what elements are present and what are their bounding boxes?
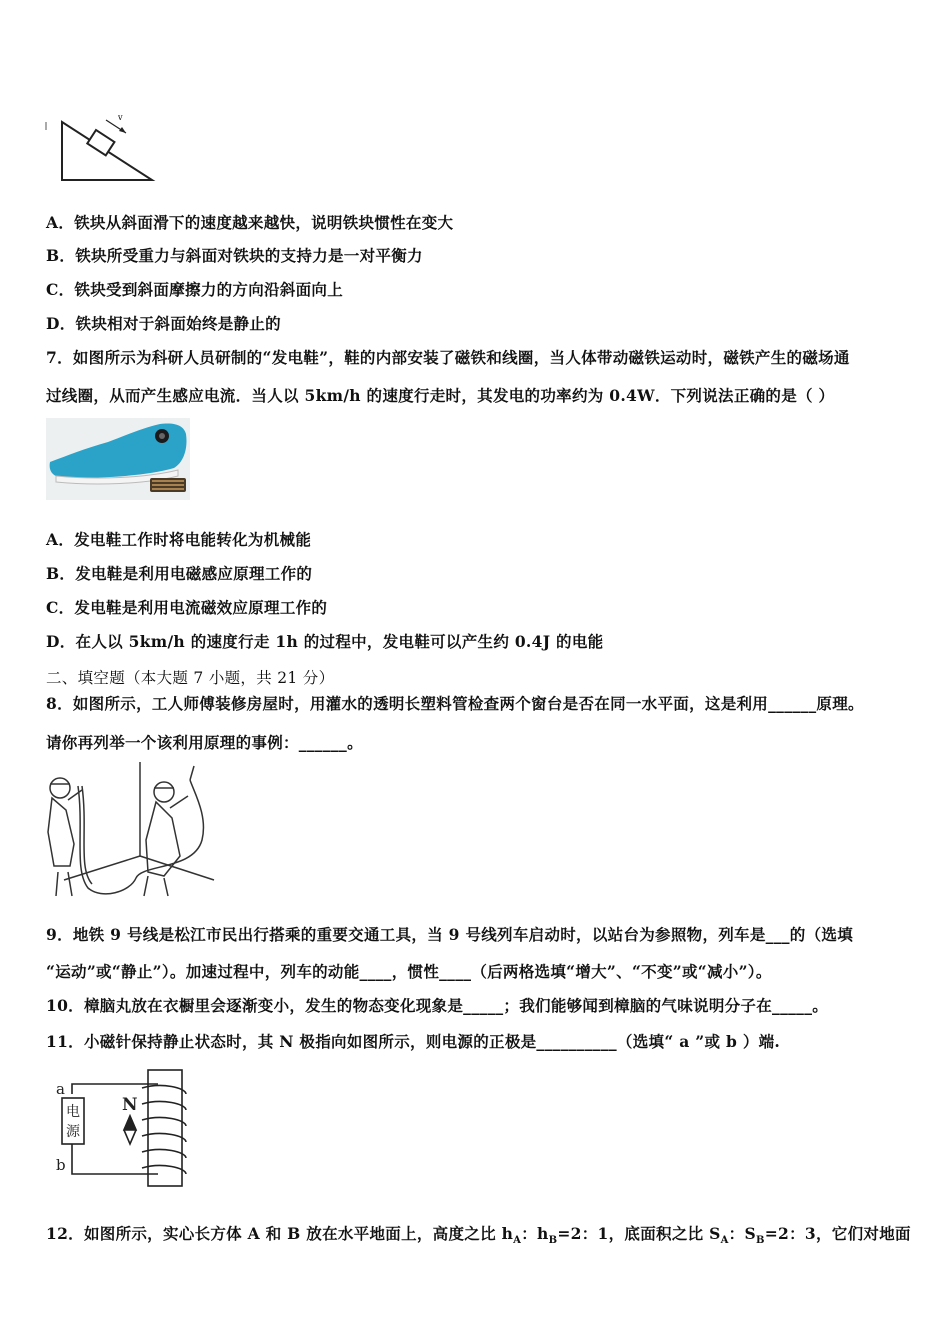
q9-stem-line1: 9．地铁 9 号线是松江市民出行搭乘的重要交通工具，当 9 号线列车启动时，以站台为参照物，列车是___的（选填	[46, 925, 853, 944]
terminal-b-label: b	[56, 1156, 66, 1174]
q10-stem: 10．樟脑丸放在衣橱里会逐渐变小，发生的物态变化现象是_____；我们能够闻到樟脑的气味说明分子在_____。	[46, 996, 829, 1015]
velocity-label: v	[118, 113, 123, 122]
q8-stem-line2: 请你再列举一个该利用原理的事例：______。	[46, 733, 363, 752]
q6-option-d: D．铁块相对于斜面始终是静止的	[46, 314, 281, 333]
shoe-image	[46, 418, 190, 500]
q12-sub-a2: A	[720, 1235, 729, 1247]
q12-sub-b2: B	[755, 1235, 765, 1247]
solenoid-circuit-figure	[52, 1064, 192, 1190]
q7-option-a: A．发电鞋工作时将电能转化为机械能	[46, 530, 312, 549]
q12-stem	[46, 1224, 911, 1251]
q12-text-part1: 12．如图所示，实心长方体 A 和 B 放在水平地面上，高度之比 h	[46, 1224, 514, 1243]
q8-stem-line1: 8．如图所示，工人师傅装修房屋时，用灌水的透明长塑料管检查两个窗台是否在同一水平面，这是利用______原理。	[46, 694, 864, 713]
q6-option-a: A．铁块从斜面滑下的速度越来越快，说明铁块惯性在变大	[46, 213, 454, 232]
q7-option-c: C．发电鞋是利用电流磁效应原理工作的	[46, 598, 328, 617]
q7-option-d: D．在人以 5km/h 的速度行走 1h 的过程中，发电鞋可以产生约 0.4J 的电能	[46, 632, 604, 651]
q7-stem-line2: 过线圈，从而产生感应电流．当人以 5km/h 的速度行走时，其发电的功率约为 0.4W．下列说法正确的是（ ）	[46, 386, 835, 405]
terminal-a-label: a	[56, 1080, 65, 1098]
q7-option-b: B．发电鞋是利用电磁感应原理工作的	[46, 564, 313, 583]
q12-text-part4: ：S	[728, 1224, 756, 1243]
q6-option-b: B．铁块所受重力与斜面对铁块的支持力是一对平衡力	[46, 246, 423, 265]
q12-text-part2: ：h	[521, 1224, 549, 1243]
q12-sub-a: A	[513, 1235, 522, 1247]
q12-text-part5: =2：3，它们对地面	[764, 1224, 911, 1243]
section-2-heading: 二、填空题（本大题 7 小题，共 21 分）	[46, 669, 335, 687]
q11-stem: 11．小磁针保持静止状态时，其 N 极指向如图所示，则电源的正极是__________（选填“ a ”或 b ）端.	[46, 1032, 781, 1051]
q12-text-part3: =2：1，底面积之比 S	[557, 1224, 721, 1243]
q6-option-c: C．铁块受到斜面摩擦力的方向沿斜面向上	[46, 280, 344, 299]
workers-tube-figure	[44, 760, 220, 902]
q7-stem-line1: 7．如图所示为科研人员研制的“发电鞋”，鞋的内部安装了磁铁和线圈，当人体带动磁铁运动时，磁铁产生的磁场通	[46, 348, 850, 367]
q12-sub-b: B	[548, 1235, 558, 1247]
q9-stem-line2: “运动”或“静止”）。加速过程中，列车的动能____，惯性____（后两格选填“增大”、“不变”或“减小”）。	[46, 962, 772, 981]
incline-figure	[44, 112, 164, 187]
source-label-char1: 电	[66, 1104, 80, 1120]
source-label-char2: 源	[66, 1124, 80, 1140]
compass-n-label: N	[122, 1095, 138, 1115]
